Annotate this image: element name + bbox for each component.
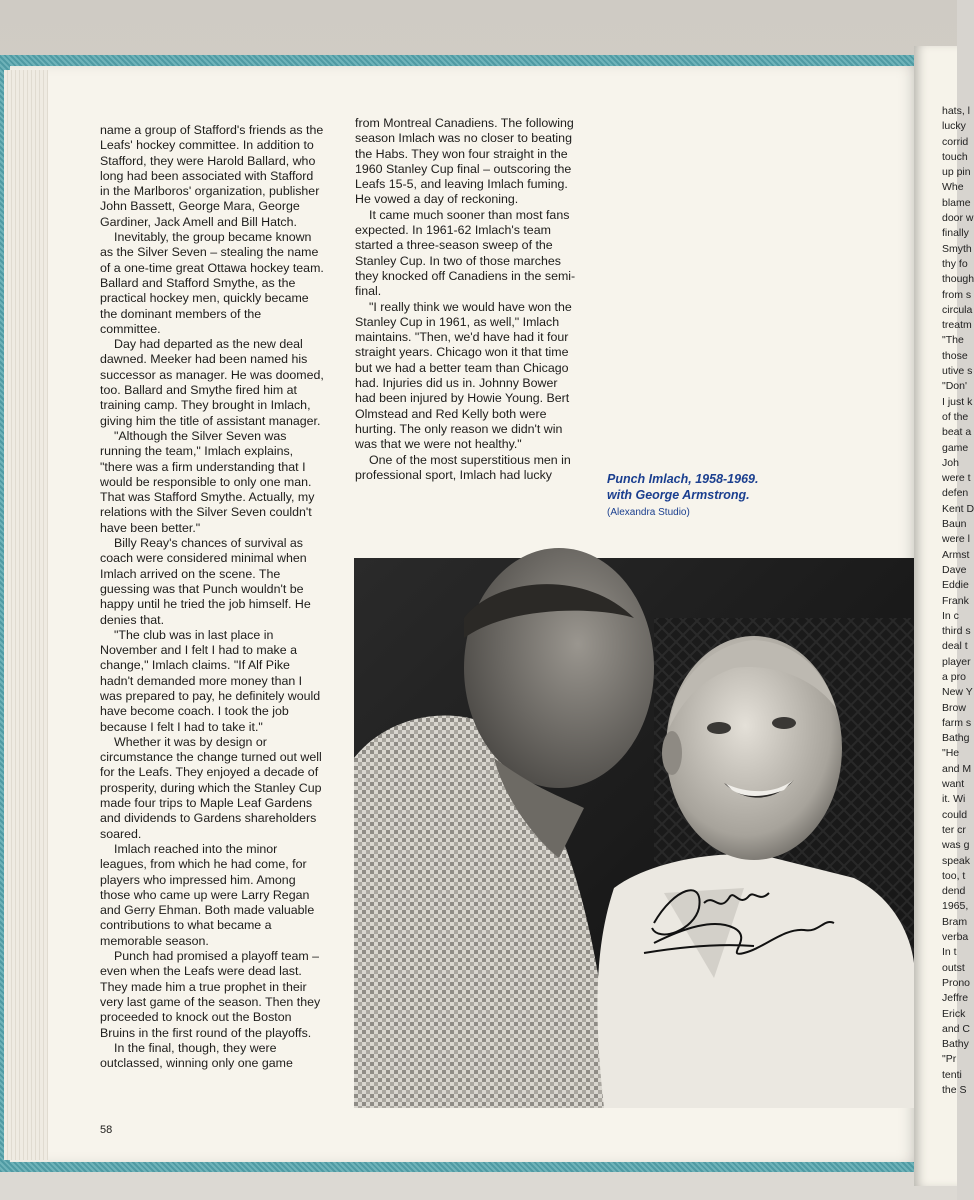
next-page-fragment: and C [942, 1022, 971, 1035]
next-page-fragment: want [942, 778, 965, 791]
next-page-fragment: beat a [942, 426, 972, 439]
caption-credit: (Alexandra Studio) [607, 507, 690, 518]
next-page-fragment: finally [942, 227, 969, 240]
next-page-fragment: verba [942, 931, 969, 944]
page-edges [4, 70, 48, 1160]
next-page-fragment: I just k [942, 395, 973, 408]
next-page-fragment: farm s [942, 716, 972, 729]
paragraph: It came much sooner than most fans expected. In 1961-62 Imlach's team started a three-season sweep of the Stanley Cup. In two of those marches they knocked off Canadiens in the semi-final. [355, 207, 576, 299]
paragraph: Imlach reached into the minor leagues, from which he had come, for players who impressed him. Among those who came up were Larry Regan and Gerry Ehman. Both made valuable contributions to what became a memorable season. [100, 841, 315, 948]
next-page-fragment: In t [942, 946, 957, 959]
photo [354, 558, 915, 1108]
next-page-fragment: Joh [942, 456, 959, 469]
paragraph: Inevitably, the group became known as the Silver Seven – stealing the name of a one-time great Ottawa hockey team. Ballard and Stafford Smythe, as the practical hockey men, quickly became the dominant members of the committee. [100, 230, 324, 336]
next-page-fragment: too, t [942, 869, 966, 882]
page-number: 58 [100, 1124, 113, 1136]
photo-illustration [354, 558, 915, 1108]
next-page-fragment: though [942, 273, 974, 286]
paragraph: Billy Reay's chances of survival as coach were considered minimal when Imlach arrived on the scene. The guessing was that Punch wouldn't be happy until he tried the job himself. He denies that. [100, 536, 311, 627]
next-page-fragment: speak [942, 854, 971, 867]
next-page-fragment: Prono [942, 976, 971, 989]
next-page-fragment: and M [942, 762, 972, 775]
next-page-fragment: Bathy [942, 1038, 969, 1051]
next-page-fragment: corrid [942, 135, 969, 148]
next-page-fragment: those [942, 349, 968, 362]
next-page-fragment: 1965, [942, 900, 969, 913]
caption-title-line1: Punch Imlach, 1958-1969. [607, 472, 759, 486]
next-page-fragment: Kent D [942, 502, 974, 515]
next-page-fragment: treatm [942, 319, 972, 332]
next-page-fragment: Erick [942, 1007, 966, 1020]
caption-title-line2: with George Armstrong. [607, 488, 750, 502]
next-page-fragment: "Pr [942, 1053, 957, 1066]
next-page-fragment: Dave [942, 563, 967, 576]
next-page-fragment: tenti [942, 1068, 962, 1081]
next-page-fragment: "The [942, 334, 964, 347]
next-page-fragment: a pro [942, 670, 966, 683]
next-page-fragment: was g [942, 839, 970, 852]
next-page-fragment: New Y [942, 686, 973, 699]
paragraph: "The club was in last place in November and I felt I had to make a change," Imlach claims. "If Alf Pike hadn't demanded more money than I was prepared to pay, he definitely would have become coach. I took the job because I felt I had to take it." [100, 627, 321, 734]
paragraph: from Montreal Canadiens. The following season Imlach was no closer to beating the Habs. They won four straight in the 1960 Stanley Cup final – outscoring the Leafs 15-5, and leaving Imlach fuming. He vowed a day of reckoning. [355, 116, 574, 207]
next-page-fragment: ter cr [942, 823, 966, 836]
next-page-fragment: blame [942, 196, 971, 209]
next-page-fragment: of the [942, 410, 969, 423]
next-page-fragment: circula [942, 303, 973, 316]
paragraph: One of the most superstitious men in professional sport, Imlach had lucky [355, 452, 571, 482]
next-page-fragment: Armst [942, 548, 970, 561]
next-page-fragment: thy fo [942, 257, 968, 270]
next-page-fragment: outst [942, 961, 965, 974]
next-page-fragment: up pin [942, 166, 971, 179]
text-column-2 [355, 116, 580, 483]
next-page-fragment: Smyth [942, 242, 972, 255]
next-page-fragment: dend [942, 885, 966, 898]
next-page-fragment: defen [942, 487, 969, 500]
next-page-edge [914, 46, 974, 1186]
next-page-fragment: door w [942, 212, 974, 225]
next-page-fragment: deal t [942, 640, 968, 653]
next-page-fragment: Bathg [942, 732, 970, 745]
next-page-fragment: Frank [942, 594, 969, 607]
paragraph: "Although the Silver Seven was running the team," Imlach explains, "there was a firm understanding that I would be responsible to only one man. That was Stafford Smythe. Actually, my relations with the Silver Seven couldn't have been better." [100, 428, 315, 535]
next-page-fragment: were t [942, 472, 971, 485]
next-page-fragment: Whe [942, 181, 964, 194]
next-page-fragment: Baun [942, 518, 967, 531]
next-page-fragment: could [942, 808, 968, 821]
next-page-fragment: Brow [942, 701, 966, 714]
paragraph: In the final, though, they were outclassed, winning only one game [100, 1040, 293, 1071]
next-page-fragment: player [942, 655, 971, 668]
next-page-fragment: Bram [942, 915, 968, 928]
next-page-fragment: the S [942, 1084, 967, 1096]
next-page-fragment: touch [942, 150, 968, 163]
paragraph: Punch had promised a playoff team – even when the Leafs were dead last. They made him a true prophet in their very last game of the season. Then they proceeded to knock out the Boston Bruins in the first round of the playoffs. [100, 949, 321, 1040]
next-page-fragment: Jeffre [942, 992, 969, 1005]
photo-caption [607, 471, 807, 518]
next-page-fragment: lucky [942, 120, 966, 133]
next-page-fragment: Eddie [942, 579, 969, 592]
next-page-fragment: from s [942, 288, 972, 301]
paragraph: "I really think we would have won the Stanley Cup in 1961, as well," Imlach maintains. "Then, we'd have had it four straight years. Chicago won it that time but we had a better team than Chicago had. Injuries did us in. Johnny Bower had been injured by Howie Young. Bert Olmstead and Red Kelly both were hurting. The only reason we didn't win was that we were not healthy." [355, 299, 572, 452]
next-page-fragment: "Don' [942, 380, 967, 393]
next-page-fragment: it. Wi [942, 793, 966, 806]
next-page-fragment: were l [942, 533, 971, 546]
next-page-fragment: hats, l [942, 105, 971, 117]
paragraph: Day had departed as the new deal dawned. Meeker had been named his successor as manager. He was doomed, too. Ballard and Smythe fired him at training camp. They brought in Imlach, giving him the title of assistant manager. [100, 337, 324, 428]
next-page-fragment: game [942, 441, 969, 454]
next-page-fragment: In c [942, 609, 959, 622]
paragraph: Whether it was by design or circumstance the change turned out well for the Leafs. They enjoyed a decade of prosperity, during which the Stanley Cup made four trips to Maple Leaf Gardens and dividends to Gardens shareholders soared. [100, 734, 322, 841]
paragraph: name a group of Stafford's friends as the Leafs' hockey committee. In addition to Stafford, they were Harold Ballard, who long had been associated with Stafford in the Marlboros' organization, publisher John Bassett, George Mara, George Gardiner, Jack Amell and Bill Hatch. [100, 123, 324, 229]
text-column-1 [100, 123, 325, 1071]
next-page-fragment: "He [942, 747, 960, 760]
next-page-fragment: third s [942, 625, 971, 638]
next-page-fragment: utive s [942, 365, 973, 378]
